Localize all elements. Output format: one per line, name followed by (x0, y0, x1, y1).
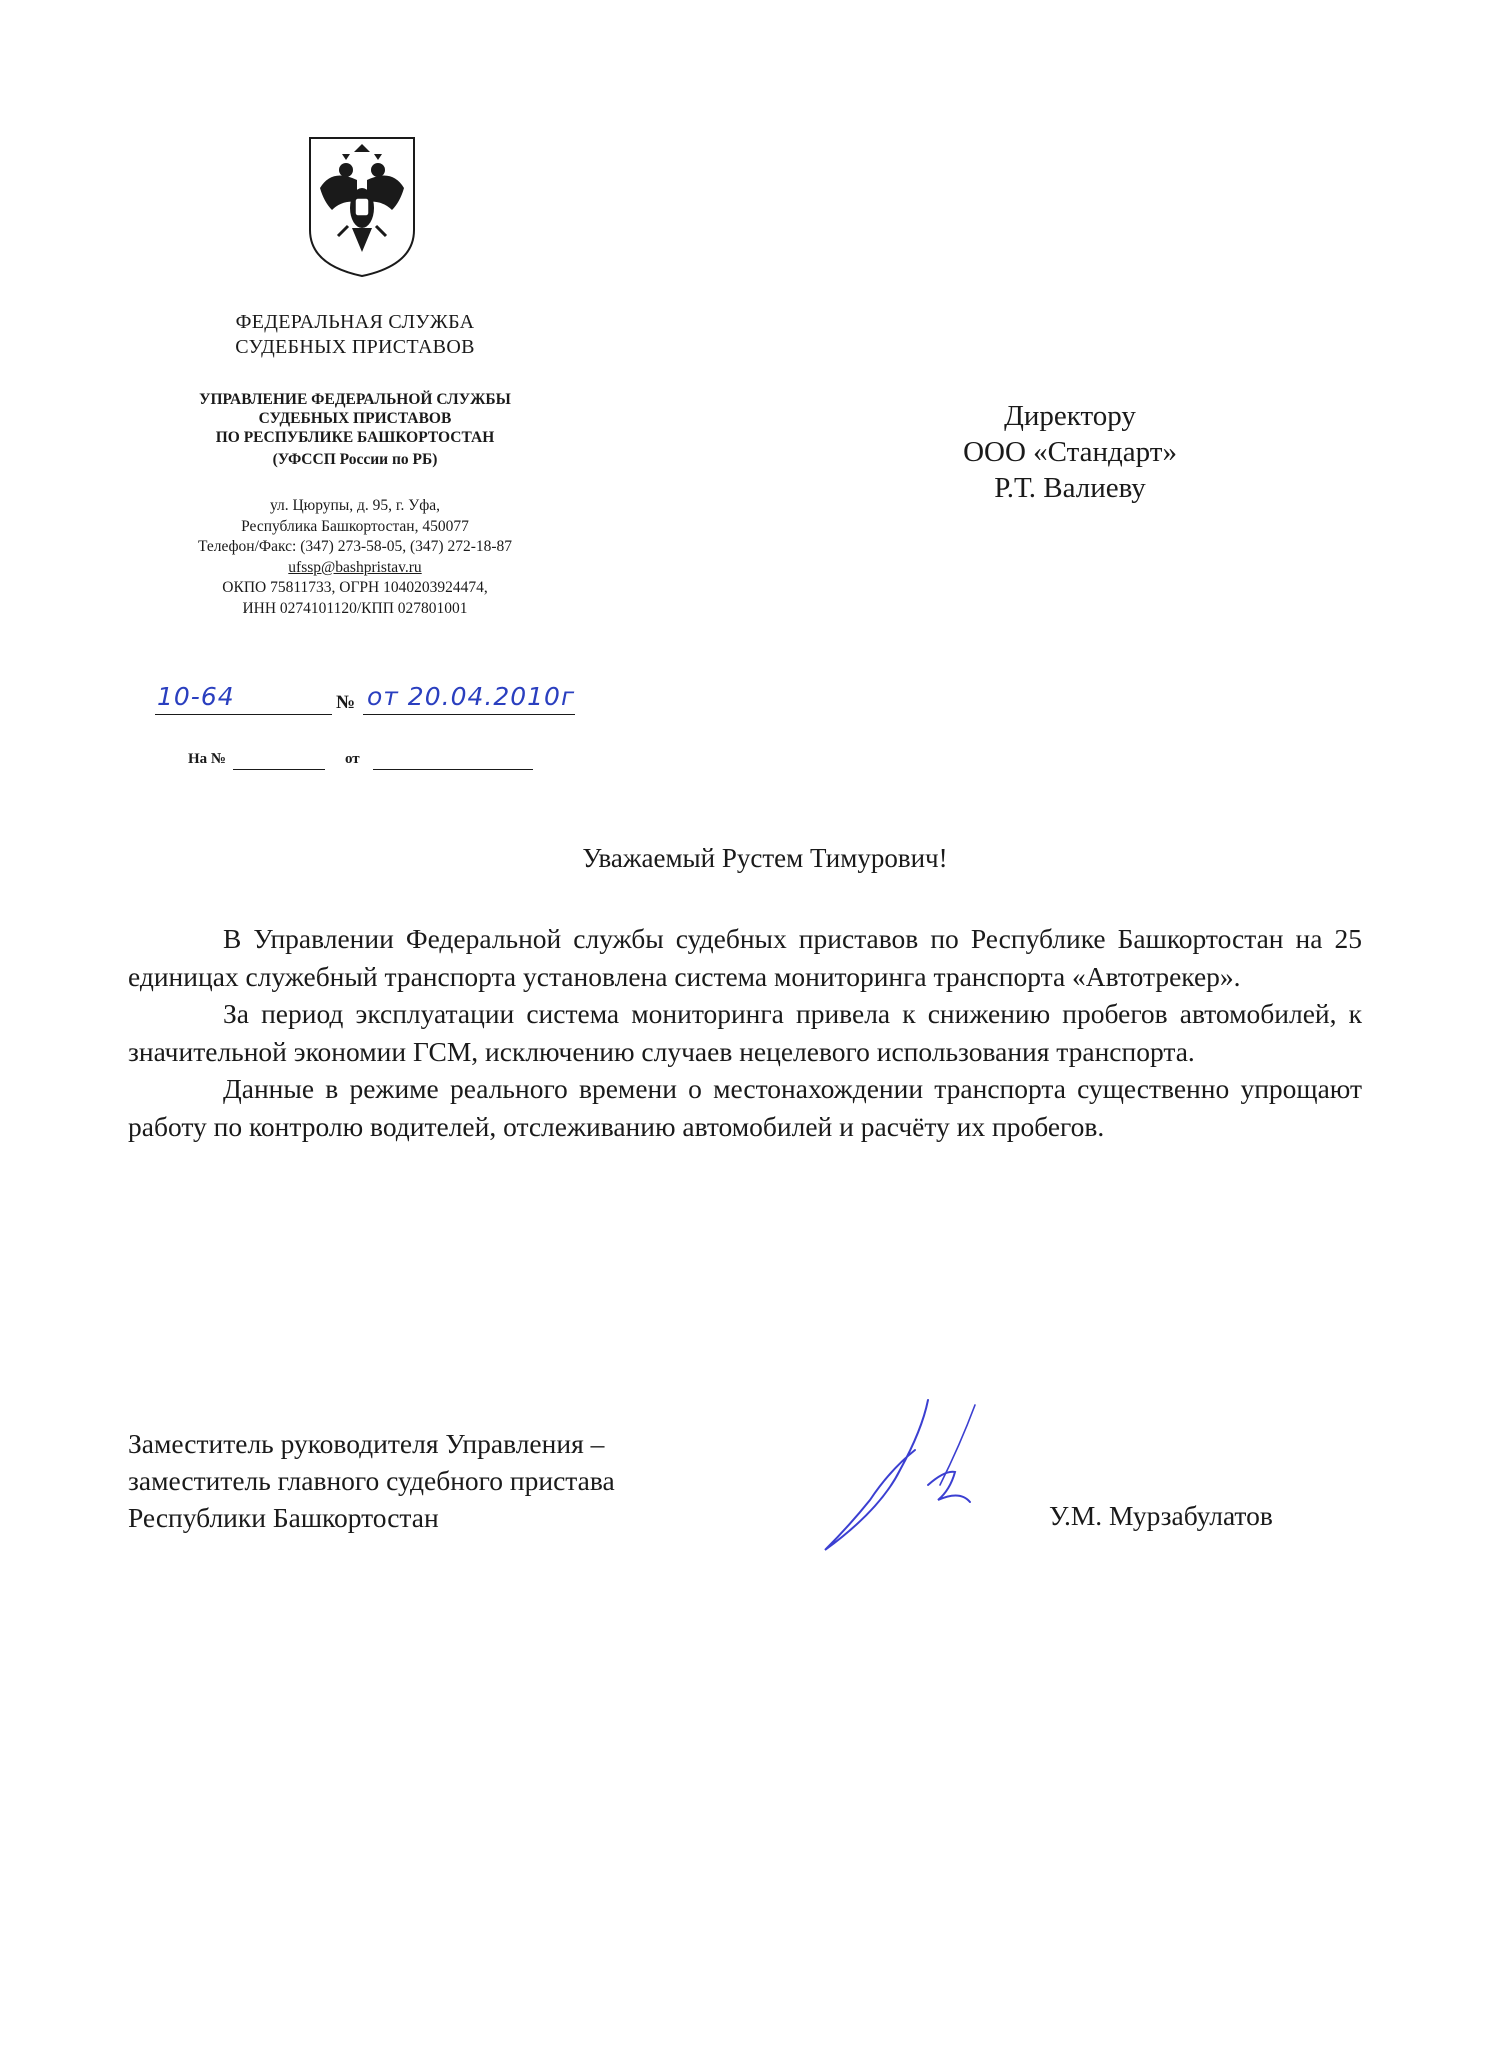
inn-kpp: ИНН 0274101120/КПП 027801001 (242, 599, 468, 617)
number-underline (155, 714, 332, 715)
signatory-title-line1: Заместитель руководителя Управления – (128, 1428, 605, 1459)
signatory-title-line2: заместитель главного судебного пристава (128, 1465, 615, 1496)
reference-line (188, 747, 568, 773)
reference-number-blank (233, 769, 325, 770)
body-paragraph-2: За период эксплуатации система мониторинга привела к снижению пробегов автомобилей, к значительной экономии ГСМ, исключению случаев нецелевого использования транспорта. (128, 998, 1362, 1067)
department-name (140, 390, 570, 447)
reference-number-label: На № (188, 751, 226, 767)
greeting: Уважаемый Рустем Тимурович! (582, 843, 948, 873)
number-sign: № (336, 692, 356, 713)
reference-from-label: от (345, 751, 360, 767)
agency-name-line1: ФЕДЕРАЛЬНАЯ СЛУЖБА (235, 311, 475, 333)
outgoing-number-handwritten: 10-64 (157, 682, 235, 711)
phone-fax: Телефон/Факс: (347) 273-58-05, (347) 272-18-87 (197, 538, 513, 555)
signatory-title-line3: Республики Башкортостан (128, 1502, 439, 1533)
date-underline (363, 714, 575, 715)
contact-details (140, 496, 570, 619)
body-paragraph-3: Данные в режиме реального времени о местонахождении транспорта существенно упрощают работу по контролю водителей, отслеживанию автомобилей и расчёту их пробегов. (128, 1073, 1362, 1142)
body-paragraph-1: В Управлении Федеральной службы судебных приставов по Республике Башкортостан на 25 единицах служебный транспорта установлена система мониторинга транспорта «Автотрекер». (128, 923, 1362, 992)
signatory-name: У.М. Мурзабулатов (1049, 1500, 1273, 1531)
agency-name-line2: СУДЕБНЫХ ПРИСТАВОВ (235, 336, 475, 358)
reference-date-blank (373, 769, 533, 770)
coat-of-arms-icon (302, 130, 422, 280)
department-short-name: (УФССП России по РБ) (272, 451, 438, 468)
address-line1: ул. Цюрупы, д. 95, г. Уфа, (269, 497, 441, 514)
email-link[interactable]: ufssp@bashpristav.ru (288, 558, 422, 576)
addressee-block (905, 398, 1235, 506)
outgoing-date-handwritten: от 20.04.2010г (367, 682, 576, 711)
addressee-name: Р.Т. Валиеву (994, 472, 1146, 504)
department-line2: СУДЕБНЫХ ПРИСТАВОВ (258, 410, 452, 427)
address-line2: Республика Башкортостан, 450077 (241, 517, 469, 535)
outgoing-number-line (155, 682, 625, 722)
department-line3: ПО РЕСПУБЛИКЕ БАШКОРТОСТАН (215, 429, 495, 446)
addressee-position: Директору (1004, 400, 1136, 432)
addressee-company: ООО «Стандарт» (963, 436, 1177, 468)
signatory-title (128, 1425, 615, 1536)
okpo-ogrn: ОКПО 75811733, ОГРН 1040203924474, (222, 579, 488, 596)
letter-body (128, 920, 1362, 1145)
agency-block (140, 310, 570, 619)
handwritten-signature-icon (810, 1390, 1010, 1560)
department-line1: УПРАВЛЕНИЕ ФЕДЕРАЛЬНОЙ СЛУЖБЫ (199, 391, 511, 408)
